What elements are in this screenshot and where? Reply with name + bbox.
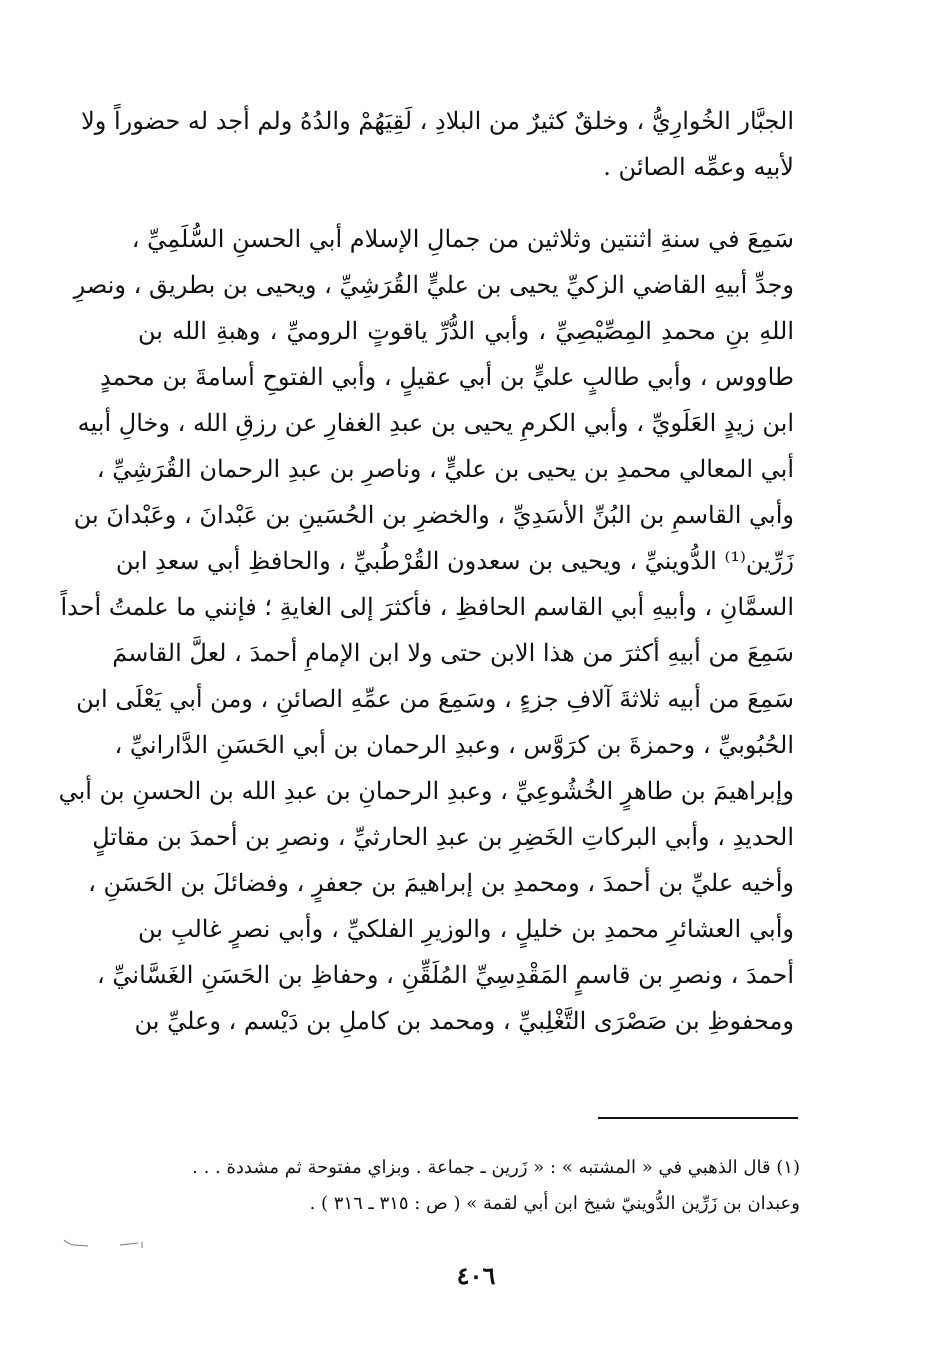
text-line: ومحفوظِ بن صَصْرَى التَّغْلِبيِّ ، ومحمد بن كاملِ بن دَيْسم ، وعليِّ بن bbox=[134, 1007, 794, 1035]
text-line: زَرِّين⁽¹⁾ الدُّوينيِّ ، ويحيى بن سعدون القُرْطُبيِّ ، والحافظِ أبي سعدِ ابن bbox=[115, 547, 794, 575]
text-line: وأبي العشائرِ محمدِ بن خليلٍ ، والوزيرِ الفلكيِّ ، وأبي نصرٍ غالبِ بن bbox=[138, 915, 794, 943]
text-line: الجبَّار الخُوارِيُّ ، وخلقٌ كثيرٌ من البلادِ ، لَقِيَهُمْ والدُهُ ولم أجد له حضوراً ولا bbox=[81, 107, 794, 135]
text-line: السمَّانِ ، وأبيهِ أبي القاسم الحافظِ ، فأكثرَ إلى الغايةِ ؛ فإنني ما علمتُ أحداً bbox=[60, 593, 794, 621]
page-number: ٤٠٦ bbox=[456, 1261, 496, 1290]
text-line: ابن زيدٍ العَلَويِّ ، وأبي الكرمِ يحيى بن عبدِ الغفارِ عن رزقِ الله ، وخالِ أبيه bbox=[77, 409, 794, 437]
text-line: وجدِّ أبيهِ القاضي الزكيِّ يحيى بن عليٍّ القُرَشِيِّ ، ويحيى بن بطريق ، ونصرِ bbox=[73, 271, 794, 299]
text-line: وأخيه عليِّ بن أحمدَ ، ومحمدِ بن إبراهيمَ بن جعفرٍ ، وفضائلَ بن الحَسَنِ ، bbox=[88, 869, 794, 897]
text-line: سَمِعَ من أبيهِ أكثرَ من هذا الابن حتى ولا ابن الإمامِ أحمدَ ، لعلَّ القاسمَ bbox=[112, 639, 794, 667]
text-line: لأبيه وعمِّه الصائن . bbox=[603, 153, 794, 181]
text-line: وإبراهيمَ بن طاهرٍ الخُشُوعِيِّ ، وعبدِ الرحمانِ بن عبدِ الله بن الحسنِ بن أبي bbox=[58, 777, 794, 805]
text-line: اللهِ بنِ محمدِ المِصِّيْصِيِّ ، وأبي الدُّرِّ ياقوتٍ الروميِّ ، وهبةِ الله بن bbox=[138, 317, 794, 345]
text-line: وأبي القاسمِ بن البُنِّ الأسَدِيِّ ، والخضرِ بن الحُسَينِ بن عَبْدانَ ، وعَبْدانَ بن bbox=[73, 501, 794, 529]
text-line: طاووس ، وأبي طالبٍ عليٍّ بن أبي عقيلٍ ، وأبي الفتوحِ أسامةَ بن محمدٍ bbox=[99, 363, 794, 391]
main-paragraph bbox=[58, 216, 794, 1044]
text-line: أحمدَ ، ونصرِ بن قاسمٍ المَقْدِسِيِّ المُلَقِّنِ ، وحفاظِ بن الحَسَنِ الغَسَّانيِّ ، bbox=[97, 961, 794, 989]
footnote-divider bbox=[598, 1117, 798, 1119]
footnotes bbox=[100, 1150, 800, 1222]
text-line: الحديدِ ، وأبي البركاتِ الخَضِرِ بن عبدِ الحارثيِّ ، ونصرِ بن أحمدَ بن مقاتلٍ bbox=[92, 823, 794, 851]
text-line: الحُبُوبيِّ ، وحمزةَ بن كرَوَّس ، وعبدِ الرحمان بن أبي الحَسَنِ الدَّارانيِّ ، bbox=[114, 731, 794, 759]
footnote-line: (١) قال الذهبي في « المشتبه » : « زَرين ـ جماعة . وبزاي مفتوحة ثم مشددة . . . bbox=[192, 1157, 800, 1178]
scan-artifact bbox=[62, 1236, 152, 1250]
text-line: سَمِعَ في سنةِ اثنتين وثلاثين من جمالِ الإسلام أبي الحسنِ السُّلَمِيِّ ، bbox=[131, 225, 794, 253]
footnote-line: وعبدان بن زَرِّين الدُّوينيّ شيخ ابن أبي لقمة » ( ص : ٣١٥ ـ ٣١٦ ) . bbox=[309, 1193, 800, 1214]
opening-paragraph bbox=[81, 98, 794, 190]
text-line: سَمِعَ من أبيه ثلاثةَ آلافِ جزءٍ ، وسَمِعَ من عمِّهِ الصائنِ ، ومن أبي يَعْلَى ابن bbox=[76, 685, 794, 713]
text-line: أبي المعالي محمدِ بن يحيى بن عليٍّ ، وناصرِ بن عبدِ الرحمان القُرَشِيِّ ، bbox=[96, 455, 794, 483]
